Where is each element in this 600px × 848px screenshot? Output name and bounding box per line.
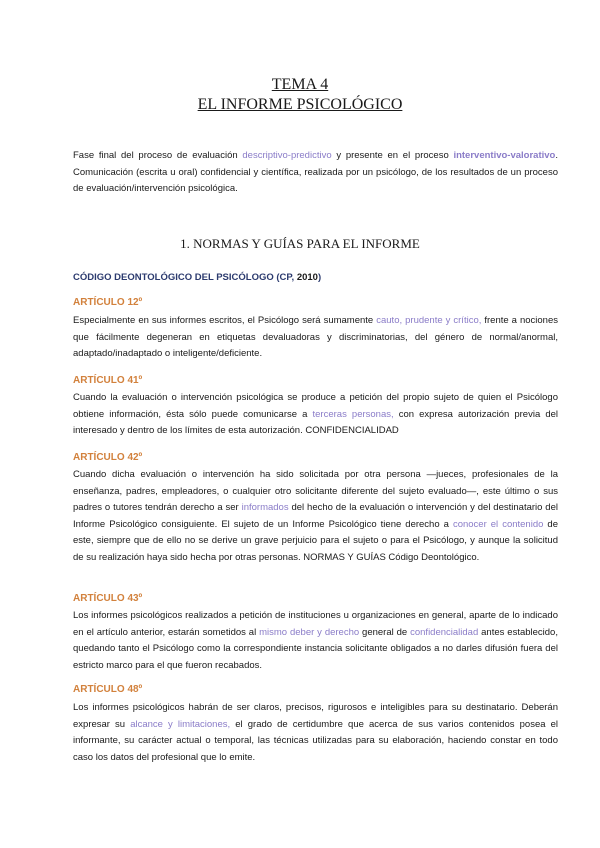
document-title [0,75,600,115]
article-12-highlight: cauto, prudente y crítico, [376,315,482,326]
article-42-highlight-2: conocer el contenido [452,518,544,530]
code-title-text: CÓDIGO DEONTOLÓGICO DEL PSICÓLOGO (CP, [73,272,297,283]
article-42-body [73,467,558,566]
code-year: 2010 [296,272,318,283]
intro-text-1: Fase final del proceso de evaluación [73,150,243,161]
intro-text-2: y presente en el proceso [331,150,454,161]
intro-text-3: . Comunicación (escrita u oral) confidencial y científica, realizada por un psicólogo, de los resultados de un proceso de evaluación/intervención psicológica. [73,150,558,194]
article-41-highlight: terceras personas, [312,408,394,420]
article-43-text-2: general de [359,626,411,638]
article-43-highlight-1: mismo deber y derecho [259,626,360,638]
title-line-2: EL INFORME PSICOLÓGICO [197,96,403,113]
article-43-highlight-2: confidencialidad [410,626,479,638]
intro-paragraph [73,148,558,198]
article-48-heading: ARTÍCULO 48º [73,684,143,695]
section-heading: 1. NORMAS Y GUÍAS PARA EL INFORME [180,236,420,251]
article-12-heading: ARTÍCULO 12º [73,297,143,308]
article-42-text-3: de este, siempre que de ello no se derive un grave perjuicio para el sujeto o para el Psicólogo, y aunque la solicitud de su realización haya sido hecha por otras personas. NORMAS Y GUÍAS Código Deontológico. [73,518,558,563]
article-42-text-2: del hecho de la evaluación o intervención y del destinatario del Informe Psicológico consiguiente. El sujeto de un Informe Psicológico tiene derecho a [73,502,558,530]
article-41-text-1: Cuando la evaluación o intervención psicológica se produce a petición del propio sujeto de quien el Psicólogo obtiene información, ésta sólo puede comunicarse a [73,392,558,420]
article-48-text-1: Los informes psicológicos habrán de ser claros, precisos, rigurosos e inteligibles para su destinatario. Deberán expresar su [73,702,558,730]
article-43-heading: ARTÍCULO 43º [73,593,143,604]
highlight-descriptivo-predictivo: descriptivo-predictivo [242,150,332,161]
article-48-body [73,700,558,766]
title-line-1: TEMA 4 [271,76,329,93]
article-42-text-1: Cuando dicha evaluación o intervención ha sido solicitada por otra persona —jueces, profesionales de la enseñanza, padres, empleadores, o cualquier otro solicitante diferente del sujeto evaluado—, este último o sus padres o tutores tendrán derecho a ser [73,469,558,513]
article-12-text-1: Especialmente en sus informes escritos, el Psicólogo será sumamente [73,315,377,326]
article-42-heading: ARTÍCULO 42º [73,452,143,463]
article-43-text-3: antes establecido, quedando tanto el Psicólogo como la correspondiente instancia solicitante obligados a no darles difusión fuera del estricto marco para el que fueron recabados. [73,626,558,671]
article-43-text-1: Los informes psicológicos realizados a petición de instituciones u organizaciones en general, aparte de lo indicado en el artículo anterior, estarán sometidos al [73,610,558,638]
article-41-text-2: con expresa autorización previa del interesado y dentro de los límites de esta autorización. CONFIDENCIALIDAD [73,408,558,436]
article-41-body [73,390,558,440]
code-close: ) [317,272,322,283]
article-48-highlight: alcance y limitaciones, [130,718,231,730]
article-41-heading: ARTÍCULO 41º [73,375,143,386]
article-42-highlight-1: informados [241,502,289,513]
article-12-text-2: frente a nociones que fácilmente degeneran en etiquetas devaluadoras y discriminatorias, del género de normal/anormal, adaptado/inadaptado o inteligente/deficiente. [73,315,559,359]
code-heading [73,272,321,283]
article-48-text-2: el grado de certidumbre que acerca de sus varios contenidos posea el informante, su carácter actual o temporal, las técnicas utilizadas para su elaboración, haciendo constar en todo caso los datos del profesional que lo emite. [73,718,559,763]
article-12-body [73,313,558,363]
article-43-body [73,608,558,674]
highlight-interventivo-valorativo: interventivo-valorativo [453,150,556,161]
